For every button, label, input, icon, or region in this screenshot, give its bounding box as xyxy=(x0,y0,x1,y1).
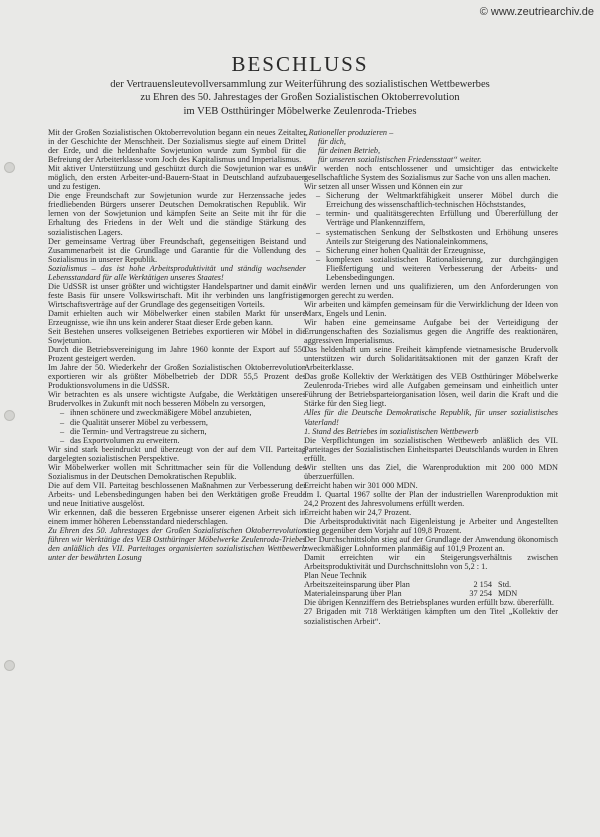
list-item: – das Exportvolumen zu erweitern. xyxy=(62,436,306,445)
paragraph: Das große Kollektiv der Werktätigen des VEB Ostthüringer Möbelwerke Zeulenroda-Triebes wird alle Aufgaben gemeinsam und einheitlich unter Führung der Betriebsparteiorganisation lösen, weil darin die Kraft und die Stärke für den Sieg liegt. xyxy=(304,372,558,409)
paragraph: Die Verpflichtungen im sozialistischen Wettbewerb anläßlich des VII. Parteitages der Sozialistischen Einheitspartei Deutschlands wurden in Ehren erfüllt. xyxy=(304,435,558,463)
list-item: – systematischen Senkung der Selbstkosten und Erhöhung unseres Anteils zur Steigerung des Nationaleinkommens, xyxy=(318,228,558,246)
right-column xyxy=(304,128,558,626)
paragraph: Plan Neue Technik xyxy=(304,571,367,581)
paragraph: Mit aktiver Unterstützung und geschützt durch die Sowjetunion war es uns möglich, den ersten Arbeiter-und-Bauern-Staat in Deutschland aufzubauen und zu festigen. xyxy=(48,164,306,192)
watermark: © www.zeutriearchiv.de xyxy=(479,6,594,18)
paragraph: Die Arbeitsproduktivität nach Eigenleistung je Arbeiter und Angestellten stieg gegenüber dem Vorjahr auf 109,8 Prozent. xyxy=(304,517,558,536)
list-item: – die Termin- und Vertragstreue zu sichern, xyxy=(62,427,306,436)
list-item: – ihnen schönere und zweckmäßigere Möbel anzubieten, xyxy=(62,408,306,417)
stat-label: Arbeitszeiteinsparung über Plan xyxy=(304,580,410,590)
paragraph: Wir stellten uns das Ziel, die Warenproduktion mit 200 000 MDN überzuerfüllen. xyxy=(304,462,558,481)
slogan-line: für dich, xyxy=(318,137,346,147)
paragraph-italic: Zu Ehren des 50. Jahrestages der Großen Sozialistischen Oktoberrevolution führen wir Werktätige des VEB Ostthüringer Möbelwerke Zeulenroda-Triebes den anläßlich des VII. Parteitages organisierten sozialistischen Wettbewerb unter der bewährten Losung xyxy=(48,526,306,563)
paragraph: Im Jahre der 50. Wiederkehr der Großen Sozialistischen Oktoberrevolution exportieren wir als größter Möbelbetrieb der DDR 55,5 Prozent des Produktionsvolumens in die UdSSR. xyxy=(48,363,306,391)
subtitle-line: der Vertrauensleutevollversammlung zur Weiterführung des sozialistischen Wettbewerbes xyxy=(110,79,490,90)
punch-hole xyxy=(4,660,15,671)
stat-value: 2 154 xyxy=(473,580,492,590)
paragraph: Im I. Quartal 1967 sollte der Plan der industriellen Warenproduktion mit 24,2 Prozent des Jahresvolumens erfüllt werden. xyxy=(304,489,558,508)
paragraph: Mit der Großen Sozialistischen Oktoberrevolution begann ein neues Zeitalter in der Geschichte der Menschheit. Der Sozialismus siegte auf einem Drittel der Erde, und die heldenhafte Sowjetunion wurde zum Symbol für die Befreiung der Arbeiterklasse vom Joch des Kapitalismus und Imperialismus. xyxy=(48,128,306,165)
paragraph: Die enge Freundschaft zur Sowjetunion wurde zur Herzenssache jedes friedliebenden Bürgers unserer Deutschen Demokratischen Republik. Wir lernen von der Sowjetunion und kämpfen Seite an Seite mit ihr für die Erhaltung des Friedens in der Welt und die ständige Stärkung des sozialistischen Lagers. xyxy=(48,191,306,237)
left-column xyxy=(48,128,306,562)
paragraph: Der gemeinsame Vertrag über Freundschaft, gegenseitigen Beistand und Zusammenarbeit ist die Grundlage und Garantie für die Vollendung des Sozialismus in unserer Republik. xyxy=(48,236,306,264)
subtitle-line: im VEB Ostthüringer Möbelwerke Zeulenroda-Triebes xyxy=(183,105,417,117)
stat-row xyxy=(304,580,558,589)
document-title: BESCHLUSS xyxy=(231,52,369,76)
paragraph: Wir werden lernen und uns qualifizieren, um den Anforderungen von morgen gerecht zu werden. xyxy=(304,281,558,300)
paragraph: Erreicht haben wir 301 000 MDN. xyxy=(304,480,418,490)
paragraph: Damit erreichten wir ein Steigerungsverhältnis zwischen Arbeitsproduktivität und Durchschnittslohn von 5,2 : 1. xyxy=(304,553,558,572)
paragraph: Wir betrachten es als unsere wichtigste Aufgabe, die Werktätigen unseres Brudervolkes in Zukunft mit noch besseren Möbeln zu versorgen, xyxy=(48,390,306,409)
paragraph: Das heldenhaft um seine Freiheit kämpfende vietnamesische Brudervolk unterstützen wir durch Solidaritätsaktionen mit der ganzen Kraft der Arbeiterklasse. xyxy=(304,345,558,373)
bullet-list xyxy=(48,408,306,444)
paragraph: Die übrigen Kennziffern des Betriebsplanes wurden erfüllt bzw. übererfüllt. xyxy=(304,598,554,608)
paragraph: 27 Brigaden mit 718 Werktätigen kämpften um den Titel „Kollektiv der sozialistischen Arbeit“. xyxy=(304,607,558,626)
paragraph: Wir Möbelwerker wollen mit Schrittmacher sein für die Vollendung des Sozialismus in der Deutschen Demokratischen Republik. xyxy=(48,462,306,481)
paragraph: Die auf dem VII. Parteitag beschlossenen Maßnahmen zur Verbesserung der Arbeits- und Lebensbedingungen haben bei den Werktätigen große Freude und neue Initiative ausgelöst. xyxy=(48,480,306,508)
paragraph: Damit erhielten auch wir Möbelwerker einen stabilen Markt für unsere Erzeugnisse, wie ihn uns kein anderer Staat dieser Erde geben kann. xyxy=(48,308,306,327)
list-item: – Sicherung der Weltmarktfähigkeit unserer Möbel durch die Erreichung des wissenschaftlich-technischen Höchststandes, xyxy=(318,191,558,209)
paragraph: Seit Bestehen unseres volkseigenen Betriebes exportieren wir Möbel in die Sowjetunion. xyxy=(48,327,306,346)
slogan-line: „Rationeller produzieren – xyxy=(304,128,394,137)
slogan-line: für unseren sozialistischen Friedensstaat“ weiter. xyxy=(318,155,482,165)
slogan-line: für deinen Betrieb, xyxy=(318,146,381,156)
document-subtitle xyxy=(40,78,560,118)
subtitle-line: zu Ehren des 50. Jahrestages der Großen Sozialistischen Oktoberrevolution xyxy=(140,92,460,104)
stat-unit: MDN xyxy=(498,589,518,599)
paragraph: Wir arbeiten und kämpfen gemeinsam für die Verwirklichung der Ideen von Marx, Engels und Lenin. xyxy=(304,299,558,318)
list-item: – komplexen sozialistischen Rationalisierung, zur durchgängigen Fließfertigung und weiteren Verbesserung der Arbeits- und Lebensbedingungen. xyxy=(318,255,558,282)
list-item: – die Qualität unserer Möbel zu verbessern, xyxy=(62,418,306,427)
stat-value: 37 254 xyxy=(469,589,492,599)
list-item: – Sicherung einer hohen Qualität der Erzeugnisse, xyxy=(318,246,558,255)
punch-hole xyxy=(4,410,15,421)
section-heading: 1. Stand des Betriebes im sozialistischen Wettbewerb xyxy=(304,426,479,436)
paragraph-italic: Alles für die Deutsche Demokratische Republik, für unser sozialistisches Vaterland! xyxy=(304,408,558,427)
paragraph: Wir erkennen, daß die besseren Ergebnisse unserer eigenen Arbeit sich in einem immer höheren Lebensstandard niederschlagen. xyxy=(48,507,306,527)
paragraph: Der Durchschnittslohn stieg auf der Grundlage der Anwendung ökonomisch zweckmäßiger Lohnformen planmäßig auf 101,9 Prozent an. xyxy=(304,535,558,554)
paragraph: Durch die Betriebsvereinigung im Jahre 1960 konnte der Export auf 550 Prozent gesteigert werden. xyxy=(48,345,306,364)
paragraph-italic: Sozialismus – das ist hohe Arbeitsproduktivität und ständig wachsender Lebensstandard für alle Werktätigen unseres Staates! xyxy=(48,263,306,282)
paragraph: Die UdSSR ist unser größter und wichtigster Handelspartner und damit eine feste Basis für unsere Volkswirtschaft. Mit ihr verbinden uns langfristige Wirtschaftsverträge auf der Grundlage des gegenseitigen Vorteils. xyxy=(48,281,306,309)
list-item: – termin- und qualitätsgerechten Erfüllung und Übererfüllung der Verträge und Plankennziffern, xyxy=(318,209,558,227)
bullet-list xyxy=(304,191,558,281)
paragraph: Wir werden noch entschlossener und umsichtiger das entwickelte gesellschaftliche System des Sozialismus zur Sache von uns allen machen. xyxy=(304,164,558,183)
paragraph: Wir haben eine gemeinsame Aufgabe bei der Verteidigung der Errungenschaften des Sozialismus gegen die Angriffe des reaktionären, aggressiven Imperialismus. xyxy=(304,317,558,346)
paragraph: Wir sind stark beeindruckt und überzeugt von der auf dem VII. Parteitag dargelegten sozialistischen Perspektive. xyxy=(48,444,306,463)
stat-unit: Std. xyxy=(498,580,512,590)
stat-label: Materialeinsparung über Plan xyxy=(304,589,402,599)
punch-hole xyxy=(4,162,15,173)
paragraph: Wir setzen all unser Wissen und Können ein zur xyxy=(304,182,463,192)
stat-row xyxy=(304,589,558,598)
paragraph: Erreicht haben wir 24,7 Prozent. xyxy=(304,507,412,517)
